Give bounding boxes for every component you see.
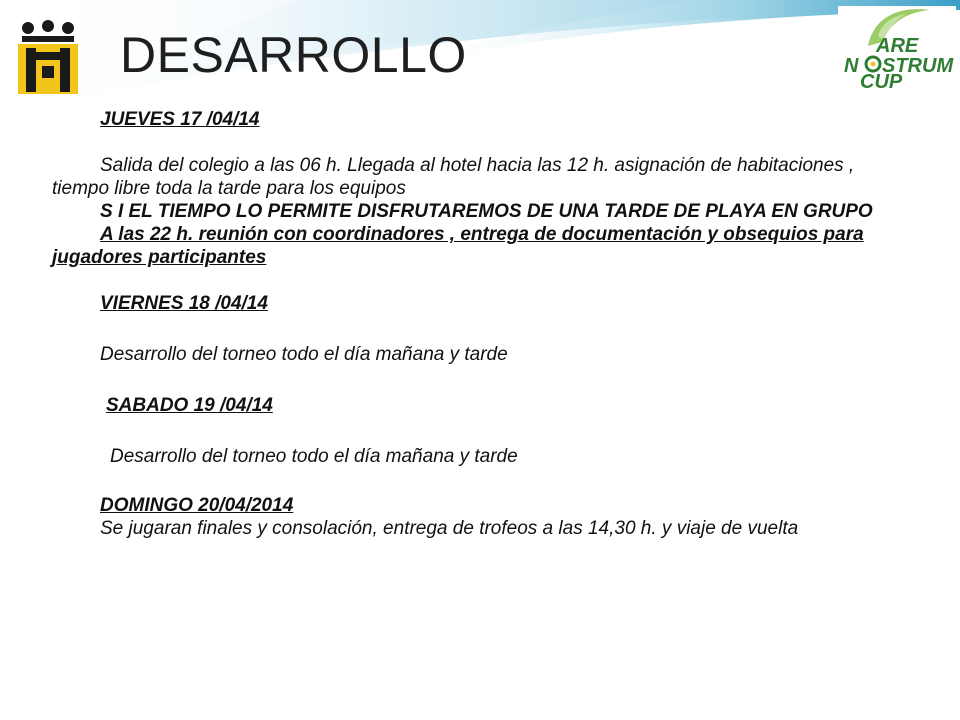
logo-text-n: N [844,55,859,77]
jueves-line-3: A las 22 h. reunión con coordinadores , entrega de documentación y obsequios para jugadores participantes [52,224,864,268]
heading-sabado: SABADO 19 /04/14 [106,395,273,416]
jueves-line-2: S I EL TIEMPO LO PERMITE DISFRUTAREMOS DE UNA TARDE DE PLAYA EN GRUPO [100,201,873,222]
logo-text-cup: CUP [860,71,903,93]
mare-nostrum-cup-logo-icon [838,6,956,93]
sabado-line-1: Desarrollo del torneo todo el día mañana y tarde [110,446,518,467]
logo-text-are: ARE [876,35,919,57]
heading-domingo: DOMINGO 20/04/2014 [100,495,294,516]
logo-text-strum: STRUM [882,55,954,77]
heading-viernes: VIERNES 18 /04/14 [100,293,268,314]
itinerary-body [52,108,912,540]
school-logo-icon [16,18,80,96]
viernes-line-1: Desarrollo del torneo todo el día mañana y tarde [100,344,508,365]
slide-title: DESARROLLO [120,27,467,83]
jueves-line-1: Salida del colegio a las 06 h. Llegada al hotel hacia las 12 h. asignación de habitaciones , tiempo libre toda la tarde para los equipos [52,155,855,199]
heading-jueves: JUEVES 17 /04/14 [100,109,260,130]
domingo-line-1: Se jugaran finales y consolación, entrega de trofeos a las 14,30 h. y viaje de vuelta [100,518,799,539]
